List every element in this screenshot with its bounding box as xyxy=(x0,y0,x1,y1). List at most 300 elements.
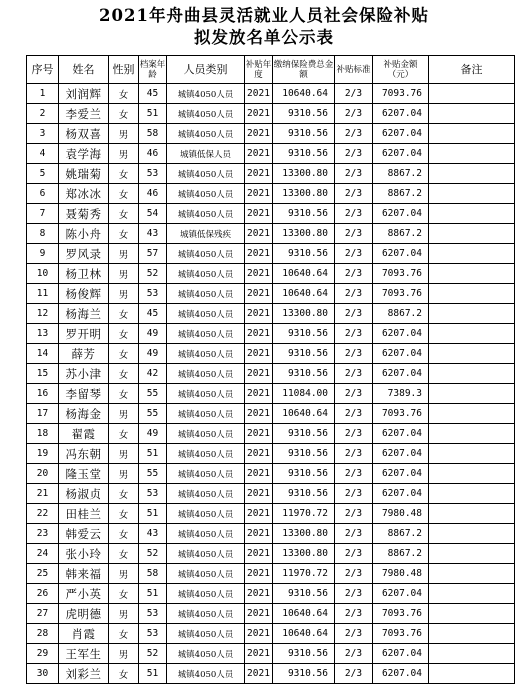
cell-remark xyxy=(429,544,515,564)
header-paid: 缴纳保险费总金额 xyxy=(273,56,335,84)
cell-name: 虎明德 xyxy=(59,604,109,624)
table-row xyxy=(27,264,515,284)
cell-remark xyxy=(429,464,515,484)
cell-paid: 9310.56 xyxy=(273,324,335,344)
cell-name: 杨俊辉 xyxy=(59,284,109,304)
cell-name: 隆玉堂 xyxy=(59,464,109,484)
cell-no: 29 xyxy=(27,644,59,664)
cell-amount: 6207.04 xyxy=(373,104,429,124)
cell-age: 52 xyxy=(139,264,167,284)
cell-year: 2021 xyxy=(245,304,273,324)
cell-rate: 2/3 xyxy=(335,524,373,544)
cell-category: 城镇低保残疾 xyxy=(167,224,245,244)
cell-no: 27 xyxy=(27,604,59,624)
table-row xyxy=(27,324,515,344)
cell-year: 2021 xyxy=(245,104,273,124)
cell-gender: 女 xyxy=(109,224,139,244)
cell-category: 城镇4050人员 xyxy=(167,104,245,124)
cell-category: 城镇4050人员 xyxy=(167,184,245,204)
table-row xyxy=(27,404,515,424)
cell-gender: 男 xyxy=(109,644,139,664)
cell-amount: 6207.04 xyxy=(373,204,429,224)
cell-amount: 7093.76 xyxy=(373,84,429,104)
cell-gender: 女 xyxy=(109,184,139,204)
cell-no: 8 xyxy=(27,224,59,244)
cell-gender: 女 xyxy=(109,344,139,364)
cell-paid: 9310.56 xyxy=(273,204,335,224)
table-row xyxy=(27,664,515,684)
cell-remark xyxy=(429,324,515,344)
cell-rate: 2/3 xyxy=(335,324,373,344)
cell-paid: 9310.56 xyxy=(273,484,335,504)
cell-name: 薛芳 xyxy=(59,344,109,364)
cell-remark xyxy=(429,244,515,264)
cell-year: 2021 xyxy=(245,204,273,224)
cell-no: 10 xyxy=(27,264,59,284)
cell-rate: 2/3 xyxy=(335,124,373,144)
cell-gender: 女 xyxy=(109,204,139,224)
cell-rate: 2/3 xyxy=(335,204,373,224)
cell-year: 2021 xyxy=(245,144,273,164)
table-row xyxy=(27,124,515,144)
cell-category: 城镇4050人员 xyxy=(167,204,245,224)
cell-rate: 2/3 xyxy=(335,184,373,204)
cell-category: 城镇4050人员 xyxy=(167,604,245,624)
table-row xyxy=(27,504,515,524)
cell-no: 25 xyxy=(27,564,59,584)
cell-name: 姚瑞菊 xyxy=(59,164,109,184)
cell-age: 51 xyxy=(139,664,167,684)
cell-rate: 2/3 xyxy=(335,504,373,524)
cell-category: 城镇4050人员 xyxy=(167,504,245,524)
cell-paid: 9310.56 xyxy=(273,444,335,464)
cell-age: 55 xyxy=(139,404,167,424)
cell-no: 20 xyxy=(27,464,59,484)
cell-paid: 9310.56 xyxy=(273,424,335,444)
cell-category: 城镇4050人员 xyxy=(167,344,245,364)
cell-year: 2021 xyxy=(245,184,273,204)
table-row xyxy=(27,604,515,624)
table-row xyxy=(27,344,515,364)
cell-age: 53 xyxy=(139,164,167,184)
cell-no: 24 xyxy=(27,544,59,564)
table-row xyxy=(27,644,515,664)
cell-age: 46 xyxy=(139,144,167,164)
cell-gender: 男 xyxy=(109,564,139,584)
cell-amount: 6207.04 xyxy=(373,664,429,684)
cell-category: 城镇4050人员 xyxy=(167,384,245,404)
cell-paid: 9310.56 xyxy=(273,664,335,684)
cell-name: 杨双喜 xyxy=(59,124,109,144)
cell-gender: 男 xyxy=(109,284,139,304)
cell-name: 李爱兰 xyxy=(59,104,109,124)
cell-gender: 女 xyxy=(109,624,139,644)
cell-paid: 9310.56 xyxy=(273,344,335,364)
cell-gender: 女 xyxy=(109,584,139,604)
cell-no: 16 xyxy=(27,384,59,404)
cell-age: 53 xyxy=(139,624,167,644)
cell-category: 城镇4050人员 xyxy=(167,424,245,444)
cell-category: 城镇4050人员 xyxy=(167,584,245,604)
cell-remark xyxy=(429,164,515,184)
cell-amount: 6207.04 xyxy=(373,644,429,664)
cell-name: 韩爱云 xyxy=(59,524,109,544)
cell-name: 罗开明 xyxy=(59,324,109,344)
table-row xyxy=(27,444,515,464)
cell-no: 28 xyxy=(27,624,59,644)
cell-category: 城镇4050人员 xyxy=(167,464,245,484)
cell-year: 2021 xyxy=(245,364,273,384)
cell-no: 1 xyxy=(27,84,59,104)
cell-category: 城镇4050人员 xyxy=(167,664,245,684)
cell-remark xyxy=(429,304,515,324)
cell-rate: 2/3 xyxy=(335,84,373,104)
cell-remark xyxy=(429,584,515,604)
cell-no: 21 xyxy=(27,484,59,504)
cell-remark xyxy=(429,104,515,124)
cell-name: 聂菊秀 xyxy=(59,204,109,224)
cell-paid: 10640.64 xyxy=(273,84,335,104)
subsidy-table xyxy=(26,55,515,684)
cell-amount: 7093.76 xyxy=(373,604,429,624)
cell-category: 城镇4050人员 xyxy=(167,624,245,644)
cell-rate: 2/3 xyxy=(335,604,373,624)
cell-category: 城镇4050人员 xyxy=(167,524,245,544)
cell-no: 17 xyxy=(27,404,59,424)
header-remark: 备注 xyxy=(429,56,515,84)
cell-amount: 7980.48 xyxy=(373,564,429,584)
cell-year: 2021 xyxy=(245,164,273,184)
cell-name: 刘彩兰 xyxy=(59,664,109,684)
cell-gender: 男 xyxy=(109,444,139,464)
cell-amount: 6207.04 xyxy=(373,324,429,344)
cell-remark xyxy=(429,664,515,684)
cell-paid: 10640.64 xyxy=(273,284,335,304)
table-row xyxy=(27,164,515,184)
header-name: 姓名 xyxy=(59,56,109,84)
cell-no: 22 xyxy=(27,504,59,524)
cell-paid: 10640.64 xyxy=(273,604,335,624)
header-category: 人员类别 xyxy=(167,56,245,84)
cell-name: 陈小舟 xyxy=(59,224,109,244)
cell-age: 43 xyxy=(139,224,167,244)
cell-rate: 2/3 xyxy=(335,264,373,284)
cell-name: 翟霞 xyxy=(59,424,109,444)
cell-age: 45 xyxy=(139,304,167,324)
cell-year: 2021 xyxy=(245,224,273,244)
header-no: 序号 xyxy=(27,56,59,84)
table-row xyxy=(27,224,515,244)
table-row xyxy=(27,584,515,604)
cell-remark xyxy=(429,484,515,504)
cell-name: 郑冰冰 xyxy=(59,184,109,204)
cell-name: 王军生 xyxy=(59,644,109,664)
cell-gender: 女 xyxy=(109,104,139,124)
table-row xyxy=(27,364,515,384)
cell-age: 58 xyxy=(139,124,167,144)
cell-rate: 2/3 xyxy=(335,364,373,384)
cell-category: 城镇4050人员 xyxy=(167,84,245,104)
cell-category: 城镇4050人员 xyxy=(167,564,245,584)
cell-paid: 9310.56 xyxy=(273,104,335,124)
cell-no: 3 xyxy=(27,124,59,144)
cell-rate: 2/3 xyxy=(335,164,373,184)
cell-category: 城镇4050人员 xyxy=(167,544,245,564)
cell-gender: 女 xyxy=(109,504,139,524)
cell-rate: 2/3 xyxy=(335,104,373,124)
cell-no: 2 xyxy=(27,104,59,124)
cell-gender: 男 xyxy=(109,244,139,264)
cell-paid: 10640.64 xyxy=(273,624,335,644)
cell-amount: 8867.2 xyxy=(373,184,429,204)
cell-year: 2021 xyxy=(245,124,273,144)
cell-age: 55 xyxy=(139,384,167,404)
cell-paid: 9310.56 xyxy=(273,644,335,664)
cell-gender: 女 xyxy=(109,424,139,444)
cell-amount: 6207.04 xyxy=(373,364,429,384)
cell-gender: 女 xyxy=(109,304,139,324)
cell-amount: 7093.76 xyxy=(373,284,429,304)
cell-year: 2021 xyxy=(245,484,273,504)
cell-amount: 6207.04 xyxy=(373,244,429,264)
cell-category: 城镇4050人员 xyxy=(167,264,245,284)
cell-name: 严小英 xyxy=(59,584,109,604)
cell-no: 9 xyxy=(27,244,59,264)
cell-rate: 2/3 xyxy=(335,644,373,664)
cell-remark xyxy=(429,424,515,444)
cell-age: 51 xyxy=(139,504,167,524)
cell-amount: 6207.04 xyxy=(373,584,429,604)
cell-amount: 8867.2 xyxy=(373,544,429,564)
cell-age: 49 xyxy=(139,424,167,444)
cell-gender: 男 xyxy=(109,604,139,624)
table-row xyxy=(27,284,515,304)
cell-amount: 6207.04 xyxy=(373,464,429,484)
cell-name: 肖霞 xyxy=(59,624,109,644)
cell-rate: 2/3 xyxy=(335,544,373,564)
cell-gender: 女 xyxy=(109,544,139,564)
cell-paid: 9310.56 xyxy=(273,124,335,144)
table-row xyxy=(27,244,515,264)
cell-name: 李留琴 xyxy=(59,384,109,404)
cell-year: 2021 xyxy=(245,564,273,584)
cell-name: 杨卫林 xyxy=(59,264,109,284)
cell-year: 2021 xyxy=(245,444,273,464)
cell-year: 2021 xyxy=(245,544,273,564)
cell-category: 城镇4050人员 xyxy=(167,284,245,304)
cell-remark xyxy=(429,264,515,284)
cell-remark xyxy=(429,124,515,144)
cell-remark xyxy=(429,644,515,664)
cell-paid: 9310.56 xyxy=(273,144,335,164)
table-row xyxy=(27,424,515,444)
cell-rate: 2/3 xyxy=(335,384,373,404)
cell-name: 袁学海 xyxy=(59,144,109,164)
cell-age: 49 xyxy=(139,324,167,344)
cell-year: 2021 xyxy=(245,404,273,424)
cell-remark xyxy=(429,284,515,304)
cell-paid: 11084.00 xyxy=(273,384,335,404)
cell-gender: 男 xyxy=(109,264,139,284)
cell-remark xyxy=(429,184,515,204)
cell-gender: 男 xyxy=(109,404,139,424)
cell-category: 城镇4050人员 xyxy=(167,404,245,424)
cell-age: 42 xyxy=(139,364,167,384)
header-year: 补贴年度 xyxy=(245,56,273,84)
cell-age: 54 xyxy=(139,204,167,224)
cell-year: 2021 xyxy=(245,324,273,344)
cell-age: 49 xyxy=(139,344,167,364)
cell-name: 韩来福 xyxy=(59,564,109,584)
cell-age: 43 xyxy=(139,524,167,544)
cell-age: 45 xyxy=(139,84,167,104)
cell-category: 城镇4050人员 xyxy=(167,364,245,384)
cell-amount: 7093.76 xyxy=(373,404,429,424)
header-gender: 性别 xyxy=(109,56,139,84)
cell-age: 46 xyxy=(139,184,167,204)
cell-rate: 2/3 xyxy=(335,444,373,464)
cell-no: 12 xyxy=(27,304,59,324)
cell-age: 55 xyxy=(139,464,167,484)
cell-paid: 13300.80 xyxy=(273,184,335,204)
cell-remark xyxy=(429,504,515,524)
cell-gender: 女 xyxy=(109,524,139,544)
table-row xyxy=(27,184,515,204)
cell-remark xyxy=(429,404,515,424)
cell-rate: 2/3 xyxy=(335,404,373,424)
cell-age: 51 xyxy=(139,444,167,464)
header-amount: 补贴金额（元） xyxy=(373,56,429,84)
cell-rate: 2/3 xyxy=(335,564,373,584)
cell-remark xyxy=(429,144,515,164)
table-row xyxy=(27,384,515,404)
cell-no: 19 xyxy=(27,444,59,464)
cell-rate: 2/3 xyxy=(335,584,373,604)
cell-remark xyxy=(429,384,515,404)
cell-remark xyxy=(429,364,515,384)
cell-year: 2021 xyxy=(245,264,273,284)
cell-paid: 9310.56 xyxy=(273,464,335,484)
cell-age: 53 xyxy=(139,284,167,304)
cell-remark xyxy=(429,524,515,544)
header-row xyxy=(27,56,515,84)
cell-amount: 7093.76 xyxy=(373,624,429,644)
cell-gender: 男 xyxy=(109,144,139,164)
cell-rate: 2/3 xyxy=(335,244,373,264)
cell-amount: 8867.2 xyxy=(373,164,429,184)
page-subtitle: 拟发放名单公示表 xyxy=(194,28,334,47)
cell-remark xyxy=(429,344,515,364)
cell-year: 2021 xyxy=(245,464,273,484)
cell-age: 52 xyxy=(139,544,167,564)
cell-rate: 2/3 xyxy=(335,224,373,244)
cell-remark xyxy=(429,84,515,104)
cell-amount: 8867.2 xyxy=(373,524,429,544)
cell-amount: 6207.04 xyxy=(373,424,429,444)
cell-amount: 8867.2 xyxy=(373,224,429,244)
cell-year: 2021 xyxy=(245,504,273,524)
cell-no: 7 xyxy=(27,204,59,224)
cell-remark xyxy=(429,444,515,464)
cell-amount: 6207.04 xyxy=(373,344,429,364)
cell-year: 2021 xyxy=(245,644,273,664)
cell-remark xyxy=(429,224,515,244)
cell-name: 田桂兰 xyxy=(59,504,109,524)
cell-amount: 7093.76 xyxy=(373,264,429,284)
cell-year: 2021 xyxy=(245,664,273,684)
cell-paid: 10640.64 xyxy=(273,404,335,424)
table-row xyxy=(27,484,515,504)
cell-gender: 女 xyxy=(109,384,139,404)
cell-gender: 女 xyxy=(109,164,139,184)
cell-amount: 6207.04 xyxy=(373,444,429,464)
cell-gender: 女 xyxy=(109,484,139,504)
table-row xyxy=(27,304,515,324)
cell-amount: 7980.48 xyxy=(373,504,429,524)
cell-year: 2021 xyxy=(245,424,273,444)
cell-rate: 2/3 xyxy=(335,424,373,444)
cell-name: 刘润辉 xyxy=(59,84,109,104)
cell-rate: 2/3 xyxy=(335,304,373,324)
header-rate: 补贴标准 xyxy=(335,56,373,84)
cell-category: 城镇4050人员 xyxy=(167,164,245,184)
cell-paid: 13300.80 xyxy=(273,304,335,324)
cell-no: 13 xyxy=(27,324,59,344)
page-title: 2021年舟曲县灵活就业人员社会保险补贴 xyxy=(99,6,429,25)
cell-paid: 11970.72 xyxy=(273,504,335,524)
cell-no: 30 xyxy=(27,664,59,684)
cell-no: 23 xyxy=(27,524,59,544)
table-row xyxy=(27,564,515,584)
cell-paid: 13300.80 xyxy=(273,224,335,244)
cell-year: 2021 xyxy=(245,244,273,264)
table-row xyxy=(27,104,515,124)
cell-category: 城镇4050人员 xyxy=(167,324,245,344)
cell-amount: 6207.04 xyxy=(373,484,429,504)
cell-age: 53 xyxy=(139,604,167,624)
cell-remark xyxy=(429,604,515,624)
cell-gender: 女 xyxy=(109,364,139,384)
cell-rate: 2/3 xyxy=(335,624,373,644)
cell-age: 53 xyxy=(139,484,167,504)
cell-year: 2021 xyxy=(245,84,273,104)
cell-rate: 2/3 xyxy=(335,284,373,304)
cell-paid: 13300.80 xyxy=(273,164,335,184)
cell-age: 51 xyxy=(139,584,167,604)
cell-no: 14 xyxy=(27,344,59,364)
table-row xyxy=(27,84,515,104)
table-row xyxy=(27,144,515,164)
cell-paid: 11970.72 xyxy=(273,564,335,584)
cell-paid: 13300.80 xyxy=(273,544,335,564)
cell-year: 2021 xyxy=(245,284,273,304)
cell-remark xyxy=(429,624,515,644)
cell-rate: 2/3 xyxy=(335,144,373,164)
cell-rate: 2/3 xyxy=(335,464,373,484)
table-row xyxy=(27,624,515,644)
cell-name: 苏小津 xyxy=(59,364,109,384)
cell-gender: 男 xyxy=(109,124,139,144)
cell-gender: 女 xyxy=(109,324,139,344)
cell-age: 52 xyxy=(139,644,167,664)
cell-gender: 男 xyxy=(109,464,139,484)
cell-no: 6 xyxy=(27,184,59,204)
cell-name: 冯东朝 xyxy=(59,444,109,464)
cell-name: 杨海兰 xyxy=(59,304,109,324)
cell-category: 城镇4050人员 xyxy=(167,244,245,264)
cell-category: 城镇4050人员 xyxy=(167,484,245,504)
cell-category: 城镇4050人员 xyxy=(167,124,245,144)
